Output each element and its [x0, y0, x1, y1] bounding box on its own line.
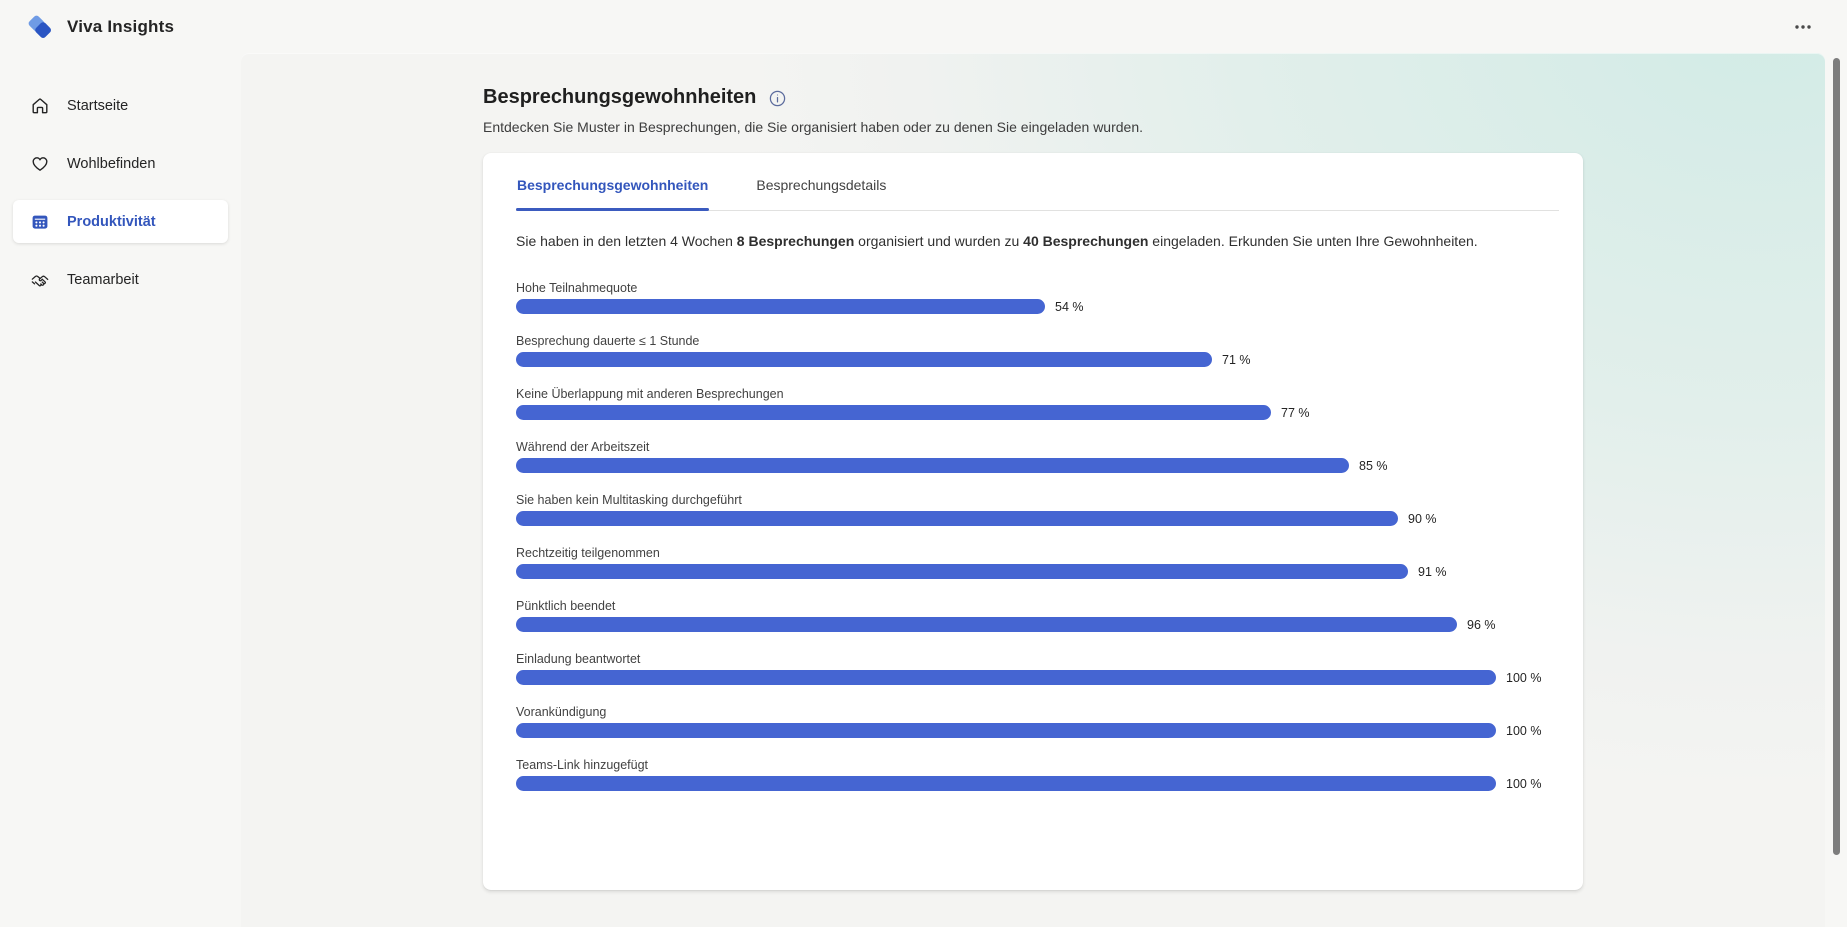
habit-bar — [516, 511, 1398, 526]
intro-sentence — [516, 233, 1559, 249]
heart-icon — [30, 154, 50, 174]
habit-label: Besprechung dauerte ≤ 1 Stunde — [516, 334, 700, 348]
habit-value: 54 % — [1055, 299, 1084, 314]
habit-row — [516, 334, 1559, 367]
habit-bar — [516, 617, 1457, 632]
app-title: Viva Insights — [67, 16, 175, 36]
habit-value: 77 % — [1281, 405, 1310, 420]
habit-bar — [516, 723, 1496, 738]
habit-bar — [516, 670, 1496, 685]
info-icon[interactable] — [769, 90, 786, 107]
app-brand — [26, 13, 174, 41]
habit-bar — [516, 458, 1349, 473]
habits-bar-chart — [516, 281, 1559, 791]
habit-label: Vorankündigung — [516, 705, 607, 719]
tab-besprechungsdetails[interactable]: Besprechungsdetails — [756, 177, 887, 193]
intro-text-segment: Sie haben in den letzten 4 Wochen — [516, 233, 737, 249]
habit-value: 71 % — [1222, 352, 1251, 367]
handshake-icon — [30, 270, 50, 290]
habit-value: 85 % — [1359, 458, 1388, 473]
intro-bold-segment: 8 Besprechungen — [736, 233, 855, 249]
intro-bold-segment: 40 Besprechungen — [1023, 233, 1149, 249]
intro-text-segment: organisiert und wurden zu — [854, 233, 1024, 249]
habit-row — [516, 493, 1559, 526]
habit-label: Keine Überlappung mit anderen Besprechungen — [516, 387, 784, 401]
sidebar-item-label: Produktivität — [67, 213, 156, 230]
habit-row — [516, 387, 1559, 420]
sidebar-item-label: Wohlbefinden — [67, 155, 156, 172]
sidebar-item-label: Startseite — [67, 97, 129, 114]
habit-row — [516, 652, 1559, 685]
habit-value: 100 % — [1506, 723, 1542, 738]
more-horizontal-icon[interactable] — [1789, 13, 1817, 41]
habit-label: Während der Arbeitszeit — [516, 440, 650, 454]
page-subtitle: Entdecken Sie Muster in Besprechungen, die Sie organisiert haben oder zu denen Sie eingeladen wurden. — [483, 119, 1143, 135]
sidebar-nav — [0, 53, 241, 927]
habit-label: Teams-Link hinzugefügt — [516, 758, 649, 772]
tab-bar — [516, 153, 1559, 211]
habit-row — [516, 705, 1559, 738]
habit-value: 90 % — [1408, 511, 1437, 526]
calendar-grid-icon — [30, 212, 50, 232]
habit-value: 96 % — [1467, 617, 1496, 632]
habit-label: Pünktlich beendet — [516, 599, 616, 613]
habit-row — [516, 281, 1559, 314]
intro-text-segment: eingeladen. Erkunden Sie unten Ihre Gewohnheiten. — [1148, 233, 1478, 249]
home-icon — [30, 96, 50, 116]
sidebar-item-produktivitaet[interactable] — [13, 200, 228, 243]
page-title: Besprechungsgewohnheiten — [483, 86, 757, 108]
top-bar — [0, 0, 1847, 53]
meeting-habits-card — [483, 153, 1583, 890]
habit-row — [516, 546, 1559, 579]
habit-row — [516, 440, 1559, 473]
sidebar-item-startseite[interactable] — [13, 84, 228, 127]
tab-besprechungsgewohnheiten[interactable]: Besprechungsgewohnheiten — [516, 157, 709, 210]
habit-row — [516, 599, 1559, 632]
habit-value: 91 % — [1418, 564, 1447, 579]
habit-row — [516, 758, 1559, 791]
habit-bar — [516, 776, 1496, 791]
sidebar-item-wohlbefinden[interactable] — [13, 142, 228, 185]
habit-bar — [516, 564, 1408, 579]
habit-label: Sie haben kein Multitasking durchgeführt — [516, 493, 742, 507]
habit-bar — [516, 352, 1212, 367]
habit-label: Einladung beantwortet — [516, 652, 641, 666]
habit-value: 100 % — [1506, 776, 1542, 791]
viva-insights-logo-icon — [26, 13, 54, 41]
sidebar-item-teamarbeit[interactable] — [13, 258, 228, 301]
habit-label: Rechtzeitig teilgenommen — [516, 546, 660, 560]
habit-bar — [516, 299, 1045, 314]
sidebar-item-label: Teamarbeit — [67, 271, 139, 288]
vertical-scrollbar-thumb[interactable] — [1833, 58, 1840, 855]
habit-bar — [516, 405, 1271, 420]
main-content — [241, 53, 1825, 927]
habit-value: 100 % — [1506, 670, 1542, 685]
habit-label: Hohe Teilnahmequote — [516, 281, 638, 295]
